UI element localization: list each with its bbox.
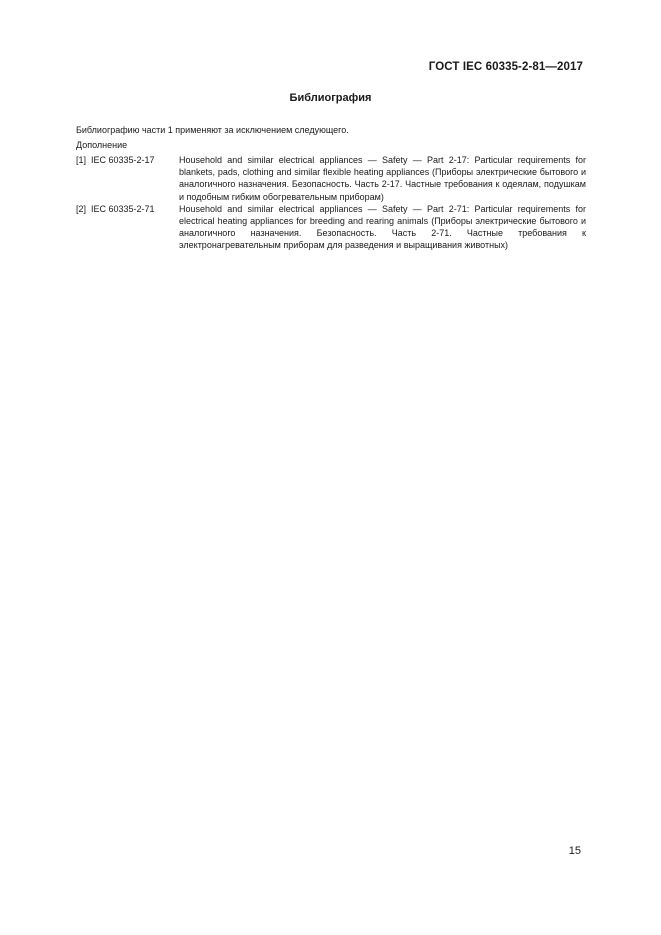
reference-text: Household and similar electrical appliances — Safety — Part 2-71: Particular requirements for electrical heating appliances for breeding and rearing animals (Приборы электрические бытового и аналогичного назначения. Безопасность. Часть 2-71. Частные требования к электронагревательным приборам для разведения и выращивания животных)	[179, 203, 586, 251]
addition-label: Дополнение	[76, 140, 128, 150]
reference-number: [1]	[76, 155, 87, 165]
section-title: Библиография	[289, 92, 372, 104]
intro-paragraph: Библиографию части 1 применяют за исключением следующего.	[76, 125, 349, 135]
page-number: 15	[568, 845, 581, 857]
reference-list	[76, 154, 586, 252]
reference-number: [2]	[76, 203, 87, 214]
reference-code: IEC 60335-2-17	[91, 155, 155, 165]
reference-code: IEC 60335-2-71	[91, 203, 155, 214]
reference-item	[76, 154, 586, 203]
reference-item	[76, 203, 586, 252]
reference-text: Household and similar electrical appliances — Safety — Part 2-17: Particular requirements for blankets, pads, clothing and similar flexible heating appliances (Приборы электрические бытового и аналогичного назначения. Безопасность. Часть 2-17. Частные требования к одеялам, подушкам и подобным гибким обогревательным приборам)	[179, 155, 586, 202]
standard-header: ГОСТ IEC 60335-2-81—2017	[428, 61, 583, 73]
